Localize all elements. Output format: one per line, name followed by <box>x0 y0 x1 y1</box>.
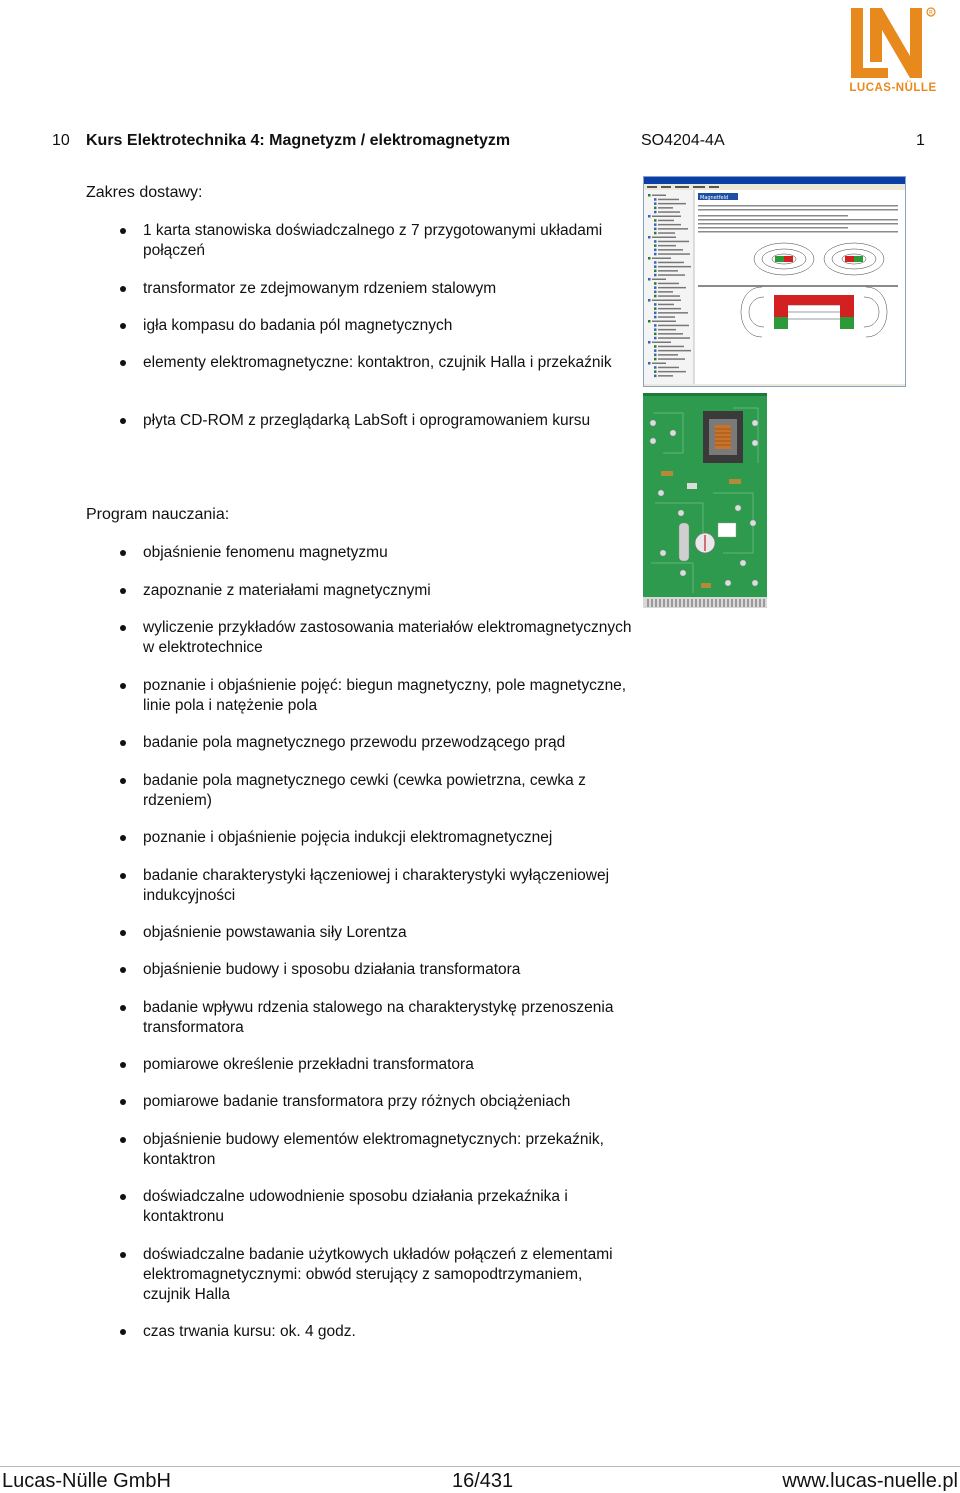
list-item <box>120 411 632 431</box>
list-item-text: transformator ze zdejmowanym rdzeniem stalowym <box>143 280 497 297</box>
list-item-text: pomiarowe określenie przekładni transformatora <box>143 1056 474 1073</box>
list-item-text: doświadczalne udowodnienie sposobu działania przekaźnika i kontaktronu <box>143 1188 568 1225</box>
list-item-text: igła kompasu do badania pól magnetycznych <box>143 317 453 334</box>
list-item-text: badanie pola magnetycznego przewodu przewodzącego prąd <box>143 734 566 751</box>
list-item-text: objaśnienie fenomenu magnetyzmu <box>143 544 388 561</box>
list-item-text: zapoznanie z materiałami magnetycznymi <box>143 582 431 599</box>
list-item <box>120 618 632 658</box>
svg-text:R: R <box>928 9 934 17</box>
list-item <box>120 581 632 601</box>
bullet-icon <box>120 1329 126 1335</box>
list-item-text: objaśnienie budowy elementów elektromagnetycznych: przekaźnik, kontaktron <box>143 1131 604 1168</box>
list-item <box>120 960 632 980</box>
list-item-text: elementy elektromagnetyczne: kontaktron, czujnik Halla i przekaźnik <box>143 354 612 371</box>
list-item-text: pomiarowe badanie transformatora przy różnych obciążeniach <box>143 1093 571 1110</box>
list-item <box>120 1130 632 1170</box>
bullet-icon <box>120 873 126 879</box>
list-item-text: poznanie i objaśnienie pojęć: biegun magnetyczny, pole magnetyczne, linie pola i natężenie pola <box>143 677 627 714</box>
list-item <box>120 828 632 848</box>
list-item <box>120 676 632 716</box>
list-item <box>120 771 632 811</box>
delivery-heading: Zakres dostawy: <box>86 184 203 201</box>
bullet-icon <box>120 588 126 594</box>
bullet-icon <box>120 625 126 631</box>
bullet-icon <box>120 683 126 689</box>
product-code: SO4204-4A <box>641 132 725 149</box>
bullet-icon <box>120 1099 126 1105</box>
company-logo <box>848 6 938 94</box>
list-item <box>120 733 632 753</box>
list-item <box>120 1322 632 1342</box>
list-item <box>120 1055 632 1075</box>
bullet-icon <box>120 1005 126 1011</box>
bullet-icon <box>120 360 126 366</box>
bullet-icon <box>120 550 126 556</box>
bullet-icon <box>120 228 126 234</box>
experiment-board-image <box>643 393 767 608</box>
list-item <box>120 221 632 261</box>
list-item <box>120 316 632 336</box>
logo-text: LUCAS-NÜLLE <box>849 82 937 94</box>
list-item <box>120 866 632 906</box>
page-footer <box>0 1470 960 1492</box>
curriculum-heading: Program nauczania: <box>86 506 230 523</box>
bullet-icon <box>120 323 126 329</box>
list-item-text: 1 karta stanowiska doświadczalnego z 7 przygotowanymi układami połączeń <box>143 222 603 259</box>
footer-website[interactable]: www.lucas-nuelle.pl <box>782 1470 958 1492</box>
bullet-icon <box>120 778 126 784</box>
header-title: Kurs Elektrotechnika 4: Magnetyzm / elektromagnetyzm <box>86 132 511 149</box>
list-item-text: poznanie i objaśnienie pojęcia indukcji elektromagnetycznej <box>143 829 553 846</box>
header-number: 10 <box>52 132 70 149</box>
bullet-icon <box>120 418 126 424</box>
bullet-icon <box>120 1252 126 1258</box>
list-item <box>120 543 632 563</box>
bullet-icon <box>120 967 126 973</box>
list-item-text: czas trwania kursu: ok. 4 godz. <box>143 1323 356 1340</box>
footer-page-number: 16/431 <box>452 1470 514 1492</box>
screenshot-panel-title: Magnetfeld <box>700 195 729 201</box>
list-item-text: badanie charakterystyki łączeniowej i charakterystyki wyłączeniowej indukcyjności <box>143 867 610 904</box>
list-item <box>120 1245 632 1305</box>
bullet-icon <box>120 1194 126 1200</box>
list-item <box>120 923 632 943</box>
list-item <box>120 279 632 299</box>
bullet-icon <box>120 1137 126 1143</box>
list-item <box>120 1187 632 1227</box>
header-page: 1 <box>916 132 925 149</box>
list-item-text: doświadczalne badanie użytkowych układów połączeń z elementami elektromagnetycznymi: obwód sterujący z samopodtrzymaniem, czujnik Halla <box>143 1246 613 1303</box>
list-item-text: wyliczenie przykładów zastosowania materiałów elektromagnetycznych w elektrotechnice <box>143 619 632 656</box>
bullet-icon <box>120 930 126 936</box>
bullet-icon <box>120 740 126 746</box>
footer-company: Lucas-Nülle GmbH <box>2 1470 171 1492</box>
document-header <box>0 132 960 152</box>
list-item-text: badanie wpływu rdzenia stalowego na charakterystykę przenoszenia transformatora <box>143 999 614 1036</box>
list-item-text: płyta CD-ROM z przeglądarką LabSoft i oprogramowaniem kursu <box>143 412 591 429</box>
list-item-text: objaśnienie powstawania siły Lorentza <box>143 924 407 941</box>
bullet-icon <box>120 1062 126 1068</box>
bullet-icon <box>120 286 126 292</box>
labsoft-screenshot-image <box>643 176 906 387</box>
bullet-icon <box>120 835 126 841</box>
list-item <box>120 1092 632 1112</box>
footer-divider <box>0 1466 960 1467</box>
list-item <box>120 998 632 1038</box>
list-item-text: badanie pola magnetycznego cewki (cewka powietrzna, cewka z rdzeniem) <box>143 772 586 809</box>
list-item <box>120 353 632 373</box>
ln-logo-icon <box>848 6 938 82</box>
list-item-text: objaśnienie budowy i sposobu działania transformatora <box>143 961 521 978</box>
